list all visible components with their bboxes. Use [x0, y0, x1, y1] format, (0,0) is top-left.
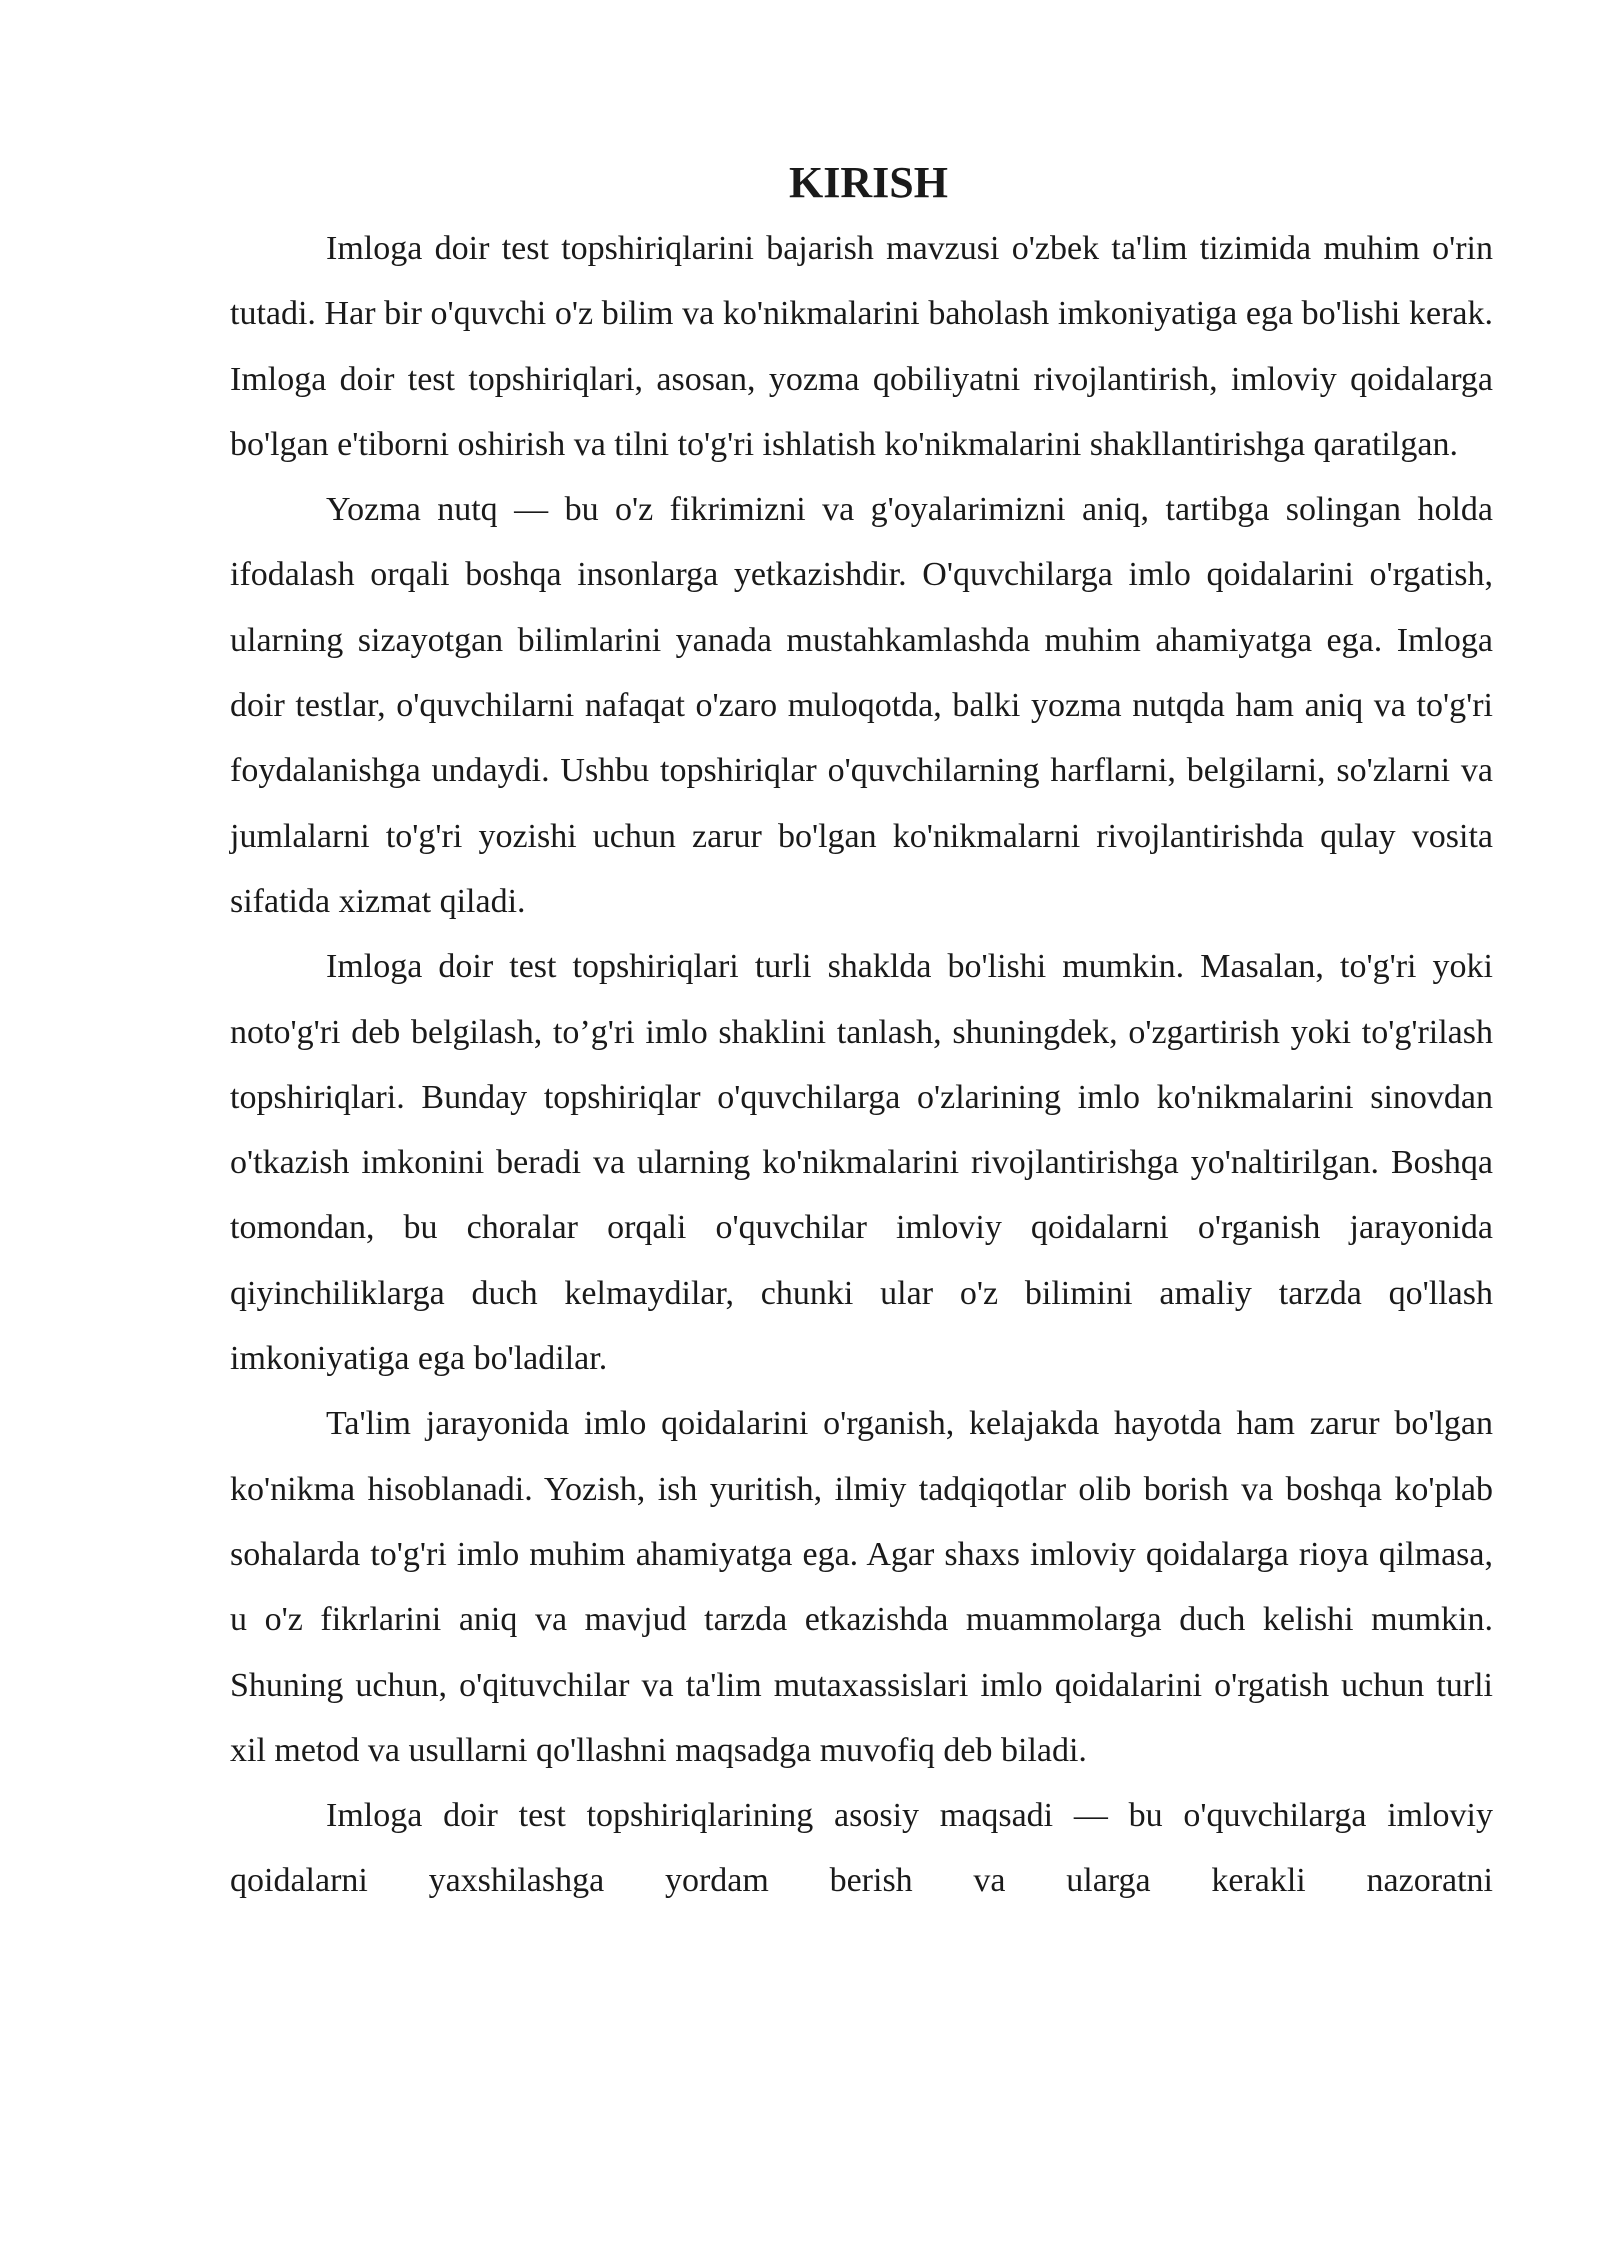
- paragraph-1: Imloga doir test topshiriqlarini bajarish mavzusi o'zbek ta'lim tizimida muhim o'rin tutadi. Har bir o'quvchi o'z bilim va ko'nikmalarini baholash imkoniyatiga ega bo'lishi kerak. Imloga doir test topshiriqlari, asosan, yozma qobiliyatni rivojlantirish, imloviy qoidalarga bo'lgan e'tiborni oshirish va tilni to'g'ri ishlatish ko'nikmalarini shakllantirishga qaratilgan.: [230, 230, 1493, 463]
- document-page: [230, 150, 1493, 1914]
- paragraph-5: Imloga doir test topshiriqlarining asosiy maqsadi — bu o'quvchilarga imloviy qoidalarni yaxshilashga yordam berish va ularga kerakli nazoratni: [230, 1797, 1493, 1900]
- paragraph-2: Yozma nutq — bu o'z fikrimizni va g'oyalarimizni aniq, tartibga solingan holda ifodalash orqali boshqa insonlarga yetkazishdir. O'quvchilarga imlo qoidalarini o'rgatish, ularning sizayotgan bilimlarini yanada mustahkamlashda muhim ahamiyatga ega. Imloga doir testlar, o'quvchilarni nafaqat o'zaro muloqotda, balki yozma nutqda ham aniq va to'g'ri foydalanishga undaydi. Ushbu topshiriqlar o'quvchilarning harflarni, belgilarni, so'zlarni va jumlalarni to'g'ri yozishi uchun zarur bo'lgan ko'nikmalarni rivojlantirishda qulay vosita sifatida xizmat qiladi.: [230, 491, 1493, 920]
- paragraph-4: Ta'lim jarayonida imlo qoidalarini o'rganish, kelajakda hayotda ham zarur bo'lgan ko'nikma hisoblanadi. Yozish, ish yuritish, ilmiy tadqiqotlar olib borish va boshqa ko'plab sohalarda to'g'ri imlo muhim ahamiyatga ega. Agar shaxs imloviy qoidalarga rioya qilmasa, u o'z fikrlarini aniq va mavjud tarzda etkazishda muammolarga duch kelishi mumkin. Shuning uchun, o'qituvchilar va ta'lim mutaxassislari imlo qoidalarini o'rgatish uchun turli xil metod va usullarni qo'llashni maqsadga muvofiq deb biladi.: [230, 1405, 1493, 1769]
- document-title: KIRISH: [789, 158, 948, 207]
- paragraph-3: Imloga doir test topshiriqlari turli shaklda bo'lishi mumkin. Masalan, to'g'ri yoki noto'g'ri deb belgilash, to’g'ri imlo shaklini tanlash, shuningdek, o'zgartirish yoki to'g'rilash topshiriqlari. Bunday topshiriqlar o'quvchilarga o'zlarining imlo ko'nikmalarini sinovdan o'tkazish imkonini beradi va ularning ko'nikmalarini rivojlantirishga yo'naltirilgan. Boshqa tomondan, bu choralar orqali o'quvchilar imloviy qoidalarni o'rganish jarayonida qiyinchiliklarga duch kelmaydilar, chunki ular o'z bilimini amaliy tarzda qo'llash imkoniyatiga ega bo'ladilar.: [230, 948, 1493, 1378]
